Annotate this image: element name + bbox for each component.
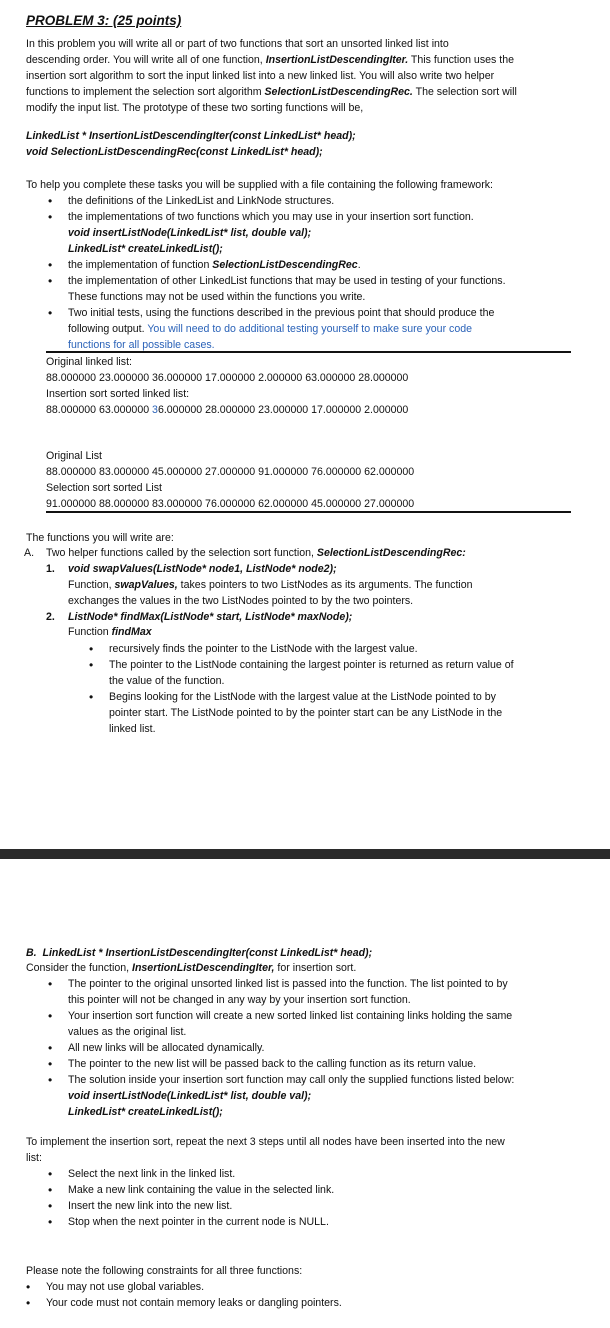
output-values: 88.000000 63.000000 36.000000 28.000000 23.000000 17.000000 2.000000 [46, 404, 409, 416]
helper-findmax-desc: Function findMax [68, 626, 152, 638]
consider-line: Consider the function, InsertionListDescendingIter, for insertion sort. [26, 962, 357, 974]
code-line: LinkedList* createLinkedList(); [68, 243, 223, 255]
list-item: • Two initial tests, using the functions described in the previous point that should produce the [68, 305, 494, 321]
list-item: • Your insertion sort function will create a new sorted linked list containing links holding the same [68, 1008, 512, 1024]
helper-findmax-proto: 2. ListNode* findMax(ListNode* start, ListNode* maxNode); [46, 611, 353, 623]
output-label: Insertion sort sorted linked list: [46, 388, 190, 400]
list-item-cont: linked list. [109, 723, 156, 735]
list-item: • Begins looking for the ListNode with the largest value at the ListNode pointed to by [109, 689, 496, 705]
list-item-cont: These functions may not be used within the functions you write. [68, 291, 366, 303]
code-line: LinkedList* createLinkedList(); [68, 1106, 223, 1118]
problem-heading: PROBLEM 3: (25 points) [26, 13, 182, 28]
list-item-cont: this pointer will not be changed in any way by your insertion sort function. [68, 994, 411, 1006]
functions-intro: The functions you will write are: [26, 532, 174, 544]
list-item: • the definitions of the LinkedList and LinkNode structures. [68, 193, 334, 209]
implement-intro: To implement the insertion sort, repeat the next 3 steps until all nodes have been inserted into the new [26, 1136, 505, 1148]
list-item: • Your code must not contain memory leaks or dangling pointers. [46, 1295, 342, 1311]
intro-line: functions to implement the selection sort algorithm SelectionListDescendingRec. The selection sort will [26, 86, 517, 98]
list-item: • Select the next link in the linked list. [68, 1166, 235, 1182]
output-values: 88.000000 23.000000 36.000000 17.000000 2.000000 63.000000 28.000000 [46, 372, 409, 384]
intro-line: modify the input list. The prototype of these two sorting functions will be, [26, 102, 364, 114]
prototype-selection: void SelectionListDescendingRec(const LinkedList* head); [26, 146, 323, 158]
output-top-rule [46, 351, 571, 353]
list-item-cont: values as the original list. [68, 1026, 187, 1038]
list-item-cont: the value of the function. [109, 675, 225, 687]
framework-intro: To help you complete these tasks you will be supplied with a file containing the following framework: [26, 179, 493, 191]
output-label: Selection sort sorted List [46, 482, 162, 494]
helper-swap-desc: exchanges the values in the two ListNodes pointed to by the two pointers. [68, 595, 414, 607]
list-item: • All new links will be allocated dynamically. [68, 1040, 264, 1056]
list-item: • The solution inside your insertion sort function may call only the supplied functions listed below: [68, 1072, 514, 1088]
list-item: • the implementations of two functions which you may use in your insertion sort function. [68, 209, 474, 225]
code-line: void insertListNode(LinkedList* list, double val); [68, 1090, 312, 1102]
section-b-heading: B. LinkedList * InsertionListDescendingIter(const LinkedList* head); [26, 947, 373, 959]
list-item: • the implementation of other LinkedList functions that may be used in testing of your functions. [68, 273, 506, 289]
output-bottom-rule [46, 511, 571, 513]
list-item-cont: functions for all possible cases. [68, 339, 215, 351]
code-line: void insertListNode(LinkedList* list, double val); [68, 227, 312, 239]
output-values: 88.000000 83.000000 45.000000 27.000000 91.000000 76.000000 62.000000 [46, 466, 415, 478]
page-separator [0, 849, 610, 859]
output-label: Original linked list: [46, 356, 132, 368]
helper-swap-proto: 1. void swapValues(ListNode* node1, ListNode* node2); [46, 563, 337, 575]
prototype-insertion: LinkedList * InsertionListDescendingIter(const LinkedList* head); [26, 130, 356, 142]
list-item: • The pointer to the original unsorted linked list is passed into the function. The list pointed to by [68, 976, 508, 992]
section-a-line: A. Two helper functions called by the selection sort function, SelectionListDescendingRec: [24, 547, 466, 559]
output-label: Original List [46, 450, 102, 462]
output-values: 91.000000 88.000000 83.000000 76.000000 62.000000 45.000000 27.000000 [46, 498, 415, 510]
list-item-cont: pointer start. The ListNode pointed to by the pointer start can be any ListNode in the [109, 707, 503, 719]
intro-line: insertion sort algorithm to sort the input linked list into a new linked list. You will also write two helper [26, 70, 495, 82]
list-item-cont: following output. You will need to do additional testing yourself to make sure your code [68, 323, 473, 335]
implement-intro-cont: list: [26, 1152, 42, 1164]
list-item: • recursively finds the pointer to the ListNode with the largest value. [109, 641, 418, 657]
intro-line: descending order. You will write all of one function, InsertionListDescendingIter. This function uses the [26, 54, 514, 66]
constraints-intro: Please note the following constraints for all three functions: [26, 1265, 303, 1277]
list-item: • Stop when the next pointer in the current node is NULL. [68, 1214, 329, 1230]
list-item: • the implementation of function SelectionListDescendingRec. [68, 257, 361, 273]
intro-line: In this problem you will write all or part of two functions that sort an unsorted linked list into [26, 38, 449, 50]
list-item: • The pointer to the new list will be passed back to the calling function as its return value. [68, 1056, 476, 1072]
list-item: • Insert the new link into the new list. [68, 1198, 232, 1214]
helper-swap-desc: Function, swapValues, takes pointers to two ListNodes as its arguments. The function [68, 579, 473, 591]
list-item: • Make a new link containing the value in the selected link. [68, 1182, 334, 1198]
list-item: • You may not use global variables. [46, 1279, 204, 1295]
list-item: • The pointer to the ListNode containing the largest pointer is returned as return value of [109, 657, 514, 673]
